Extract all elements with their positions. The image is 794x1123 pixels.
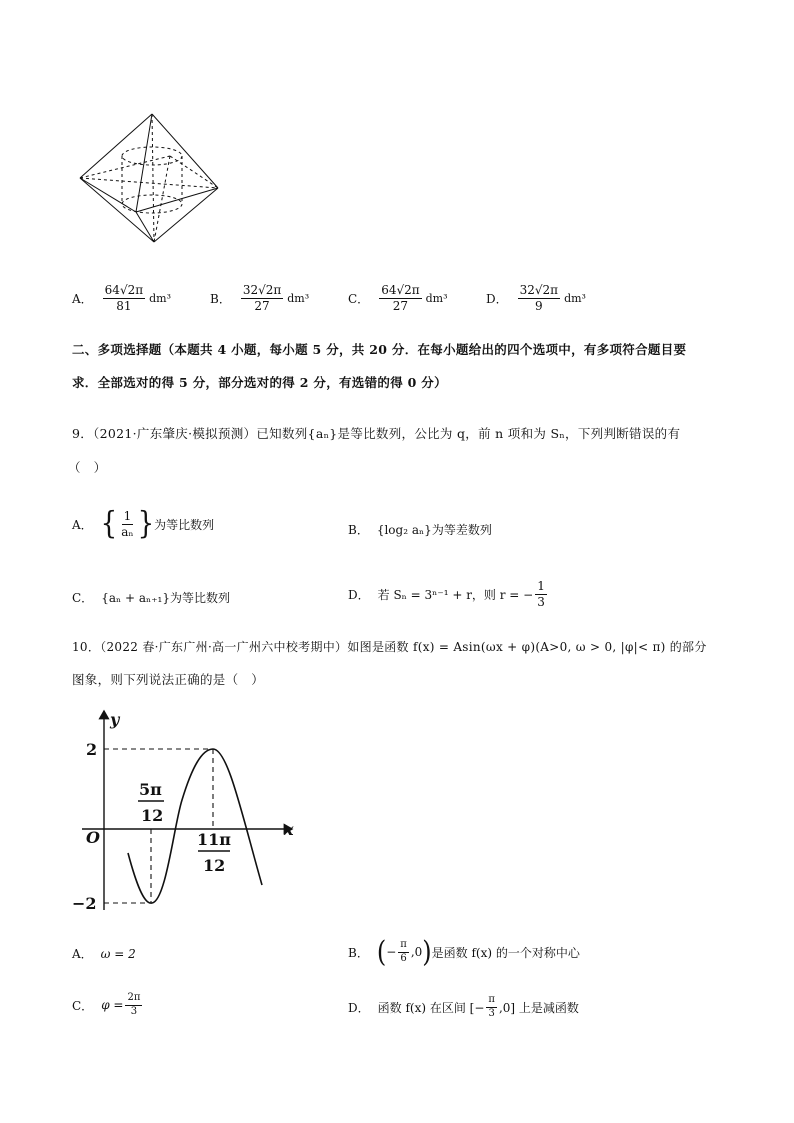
option-letter: A． [72, 291, 93, 306]
q9-option-b[interactable] [348, 521, 492, 538]
q10-option-d[interactable] [348, 995, 579, 1019]
option-text: ,0] 上是减函数 [498, 1000, 579, 1015]
option-text: 为等差数列 [431, 523, 492, 537]
option-letter: D． [348, 587, 370, 602]
q10-option-b[interactable]: B． ( − $\frac{\pi}{6}$ ,0 ) 是函数 f(x) 的一个对称中心 [348, 935, 580, 969]
section-heading: 二、多项选择题（本题共 4 小题，每小题 5 分，共 20 分．在每小题给出的四个选项中，有多项符合题目要 [72, 342, 687, 357]
option-letter: D． [486, 291, 508, 306]
option-letter: C． [72, 998, 94, 1013]
option-letter: A． [72, 947, 93, 961]
x1-num-label: 5π [139, 780, 162, 799]
option-fraction: $\frac{\pi}{3}$ [488, 994, 495, 1019]
q8-solid-figure [70, 108, 230, 248]
option-text: 若 Sₙ = 3ⁿ⁻¹ + r，则 r = − [377, 587, 534, 602]
option-fraction: $\frac{32√2\pi}{27}$ [242, 283, 282, 313]
option-letter: D． [348, 1000, 370, 1015]
option-letter: B． [348, 945, 369, 960]
option-text: 为等比数列 [169, 591, 230, 605]
option-text: 为等比数列 [154, 517, 215, 532]
q9-option-d[interactable] [348, 580, 549, 608]
option-letter: B． [210, 291, 231, 306]
option-fraction: $\frac{32√2\pi}{9}$ [519, 283, 559, 313]
option-expression: {log₂ aₙ} [376, 522, 432, 537]
q9-stem: 9．（2021·广东肇庆·模拟预测）已知数列{aₙ}是等比数列，公比为 q，前 n 项和为 Sₙ，下列判断错误的有 [72, 426, 681, 441]
option-fraction: $\frac{\pi}{6}$ [400, 939, 407, 964]
q8-option-d[interactable]: D． $\frac{32√2\pi}{9}$ dm³ [486, 283, 586, 313]
option-letter: A． [72, 517, 93, 532]
q8-option-a[interactable]: A． $\frac{64√2\pi}{81}$ dm³ [72, 283, 171, 313]
x2-den-label: 12 [203, 856, 226, 875]
option-text: ω = 2 [100, 946, 136, 961]
left-brace: { [100, 506, 118, 543]
q9-option-c[interactable] [72, 589, 230, 606]
option-fraction: $\frac{2\pi}{3}$ [127, 992, 141, 1017]
y-axis-label: y [110, 710, 120, 729]
x1-den-label: 12 [141, 806, 164, 825]
q10-sine-graph [70, 705, 310, 915]
sine-curve [128, 749, 262, 903]
x-axis-label: x [284, 820, 294, 839]
option-letter: B． [348, 523, 369, 537]
option-fraction: $\frac{64√2\pi}{27}$ [381, 283, 420, 313]
y-min-label: −2 [72, 894, 97, 913]
option-fraction: $\frac{64√2\pi}{81}$ [104, 283, 144, 313]
section-heading-cont: 求．全部选对的得 5 分，部分选对的得 2 分，有选错的得 0 分） [72, 375, 447, 390]
option-text: 是函数 f(x) 的一个对称中心 [431, 945, 580, 960]
origin-label: O [86, 828, 100, 847]
option-expression: {aₙ + aₙ₊₁} [101, 590, 170, 605]
option-fraction: $\frac{1}{3}$ [537, 579, 545, 609]
q8-option-c[interactable]: C． $\frac{64√2\pi}{27}$ dm³ [348, 283, 448, 313]
q9-option-a[interactable] [72, 506, 215, 543]
right-brace: } [137, 506, 155, 543]
option-letter: C． [72, 591, 94, 605]
left-paren: ( [376, 935, 387, 969]
y-max-label: 2 [86, 740, 98, 759]
q8-option-b[interactable]: B． $\frac{32√2\pi}{27}$ dm³ [210, 283, 310, 313]
q10-option-a[interactable] [72, 945, 136, 962]
right-paren: ) [422, 935, 432, 969]
q10-stem-cont: 图象，则下列说法正确的是（ ） [72, 672, 265, 687]
q10-option-c[interactable]: C． φ = $\frac{2\pi}{3}$ [72, 992, 141, 1017]
option-letter: C． [348, 291, 370, 306]
option-fraction: $\frac{1}{\text{aₙ}}$ [121, 509, 134, 539]
q10-stem: 10．（2022 春·广东广州·高一广州六中校考期中）如图是函数 f(x) = Asin(ωx + φ)(A>0, ω > 0, |φ|< π) 的部分 [72, 640, 707, 654]
x2-num-label: 11π [197, 830, 231, 849]
q9-answer-paren: （ ） [68, 460, 107, 475]
option-text: 函数 f(x) 在区间 [− [377, 1000, 485, 1015]
